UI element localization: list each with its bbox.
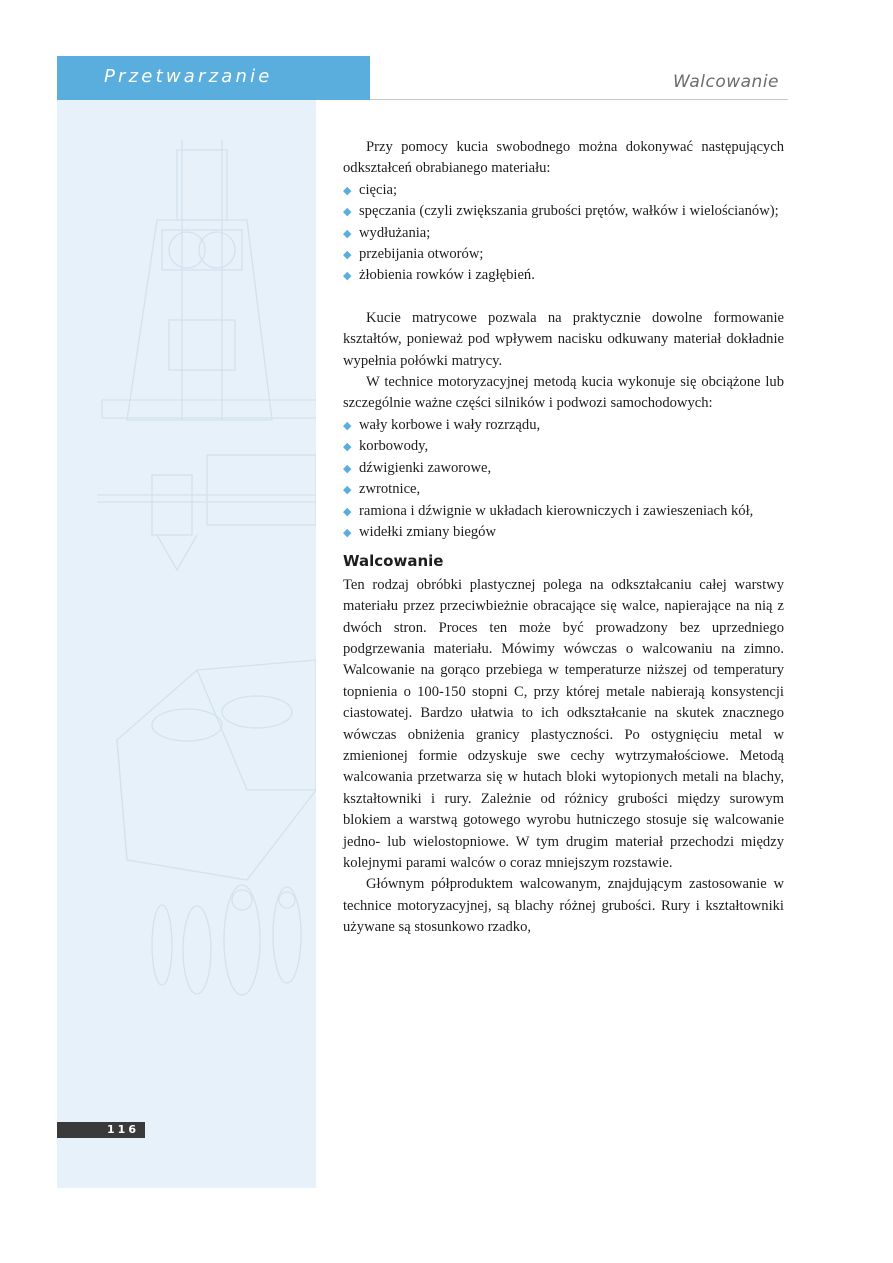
list-item: ◆ dźwigienki zaworowe,	[343, 458, 784, 479]
list-item: ◆ ramiona i dźwignie w układach kierowniczych i zawieszeniach kół,	[343, 501, 784, 522]
diamond-bullet-icon: ◆	[343, 226, 352, 240]
list-item: ◆ wały korbowe i wały rozrządu,	[343, 415, 784, 436]
free-forging-list	[343, 180, 784, 287]
diamond-bullet-icon: ◆	[343, 504, 352, 518]
list-item: ◆ spęczania (czyli zwiększania grubości prętów, wałków i wielościanów);	[343, 201, 784, 222]
forged-parts-list	[343, 415, 784, 543]
list-item: ◆ zwrotnice,	[343, 479, 784, 500]
list-item: ◆ wydłużania;	[343, 223, 784, 244]
engine-block-drawing	[117, 660, 316, 880]
diamond-bullet-icon: ◆	[343, 205, 352, 219]
diamond-bullet-icon: ◆	[343, 248, 352, 262]
list-item: ◆ widełki zmiany biegów	[343, 522, 784, 543]
intro-paragraph: Przy pomocy kucia swobodnego można dokonywać następujących odkształceń obrabianego materiału:	[343, 139, 784, 177]
main-text-column	[343, 137, 784, 939]
die-forging-paragraph: Kucie matrycowe pozwala na praktycznie dowolne formowanie kształtów, ponieważ pod wpływem nacisku odkuwany materiał dokładnie wypełnia połówki matrycy.	[343, 309, 784, 369]
paragraph-gap	[343, 287, 784, 308]
rolling-paragraph: Ten rodzaj obróbki plastycznej polega na odkształcaniu całej warstwy materiału przez przeciwbieżnie obracające się walce, napierające na nią z dwóch stron. Proces ten może być prowadzony bez uprzedniego podgrzewania materiału. Mówimy wówczas o walcowaniu na zimno. Walcowanie na gorąco przebiega w temperaturze niższej od temperatury topnienia o 100-150 stopni C, przy której metale nabierają konsystencji ciastowatej. Bardzo ułatwia to ich odkształcanie na skutek znacznego wówczas obniżenia granicy plastyczności. Po ostygnięciu metal w zmienionej formie odzyskuje swe cechy wytrzymałościowe. Metodą walcowania przetwarza się w hutach bloki wytopionych metali na blachy, kształtowniki i rury. Zależnie od różnicy grubości między surowym blokiem a warstwą gotowego wyrobu hutniczego stosuje się walcowanie jedno- lub wielostopniowe. W tym drugim materiał przechodzi między kolejnymi parami walców o coraz mniejszym rozstawie.	[343, 576, 784, 871]
diamond-bullet-icon: ◆	[343, 269, 352, 283]
faded-technical-drawing	[57, 100, 316, 1188]
forging-press-drawing	[102, 140, 316, 420]
list-item: ◆ cięcia;	[343, 180, 784, 201]
list-item: ◆ przebijania otworów;	[343, 244, 784, 265]
section-title: Przetwarzanie	[104, 66, 273, 87]
page-number: 116	[57, 1122, 145, 1138]
diamond-bullet-icon: ◆	[343, 483, 352, 497]
connecting-rods-drawing	[152, 885, 301, 995]
subheading-walcowanie: Walcowanie	[343, 552, 444, 571]
diamond-bullet-icon: ◆	[343, 461, 352, 475]
diamond-bullet-icon: ◆	[343, 418, 352, 432]
semi-product-paragraph: Głównym półproduktem walcowanym, znajdującym zastosowanie w technice motoryzacyjnej, są blachy różnej grubości. Rury i kształtowniki używane są stosunkowo rzadko,	[343, 876, 784, 936]
automotive-forging-paragraph: W technice motoryzacyjnej metodą kucia wykonuje się obciążone lub szczególnie ważne części silników i podwozi samochodowych:	[343, 374, 784, 412]
header-rule	[370, 99, 788, 100]
diamond-bullet-icon: ◆	[343, 525, 352, 539]
list-item: ◆ żłobienia rowków i zagłębień.	[343, 265, 784, 286]
diamond-bullet-icon: ◆	[343, 183, 352, 197]
chapter-title: Walcowanie	[672, 72, 779, 92]
diamond-bullet-icon: ◆	[343, 440, 352, 454]
rolling-mill-drawing	[97, 455, 316, 570]
list-item: ◆ korbowody,	[343, 436, 784, 457]
